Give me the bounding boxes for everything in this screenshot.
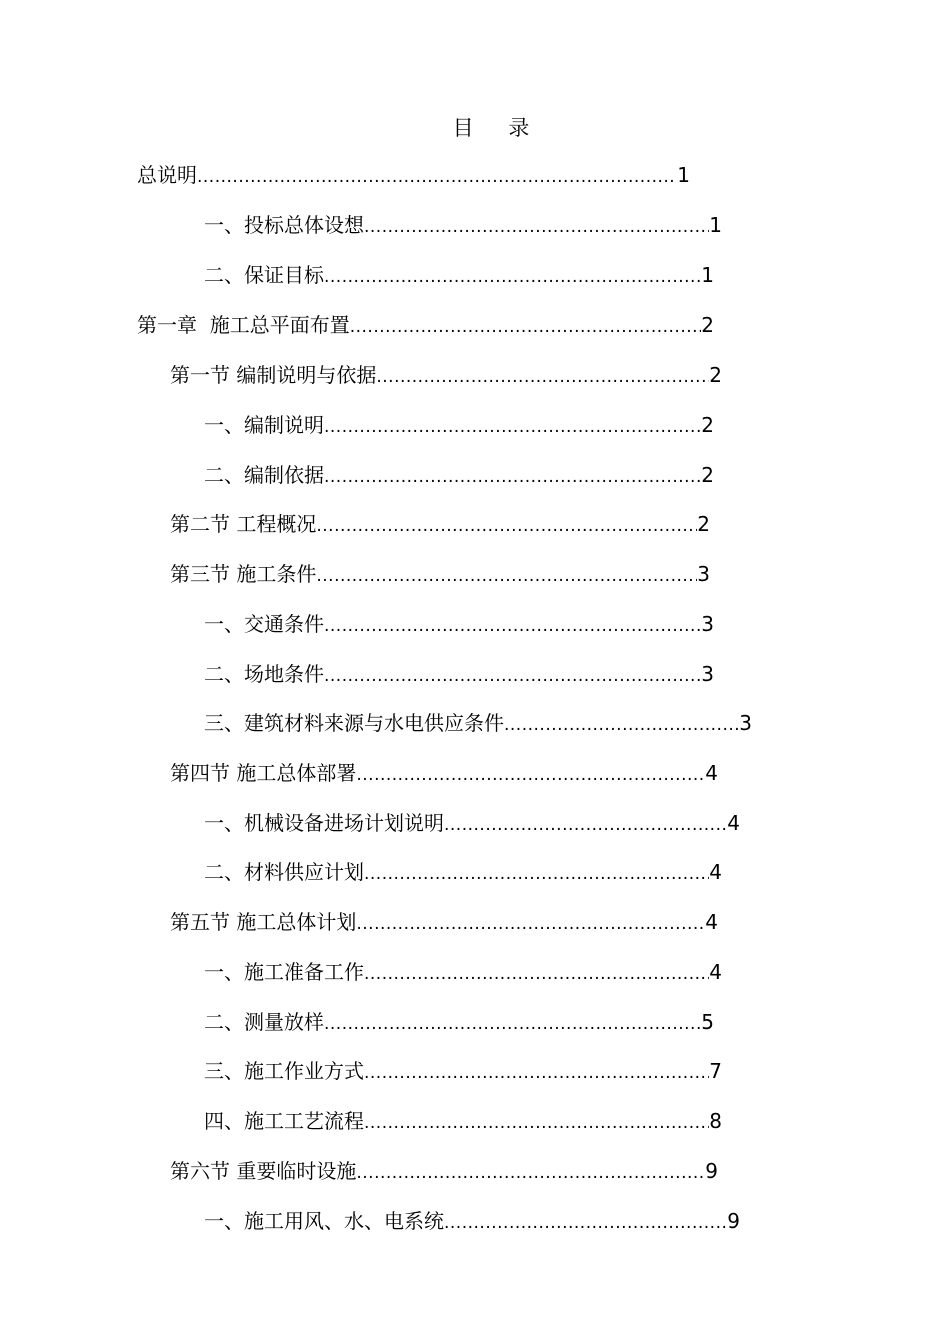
- toc-page-number: 5: [701, 1010, 714, 1034]
- toc-leader-dots: [350, 313, 702, 341]
- toc-leader-dots: [504, 711, 739, 739]
- toc-entry-text: 第四节 施工总体部署: [170, 761, 357, 785]
- toc-entry-text: 第三节 施工条件: [170, 562, 317, 586]
- toc-leader-dots: [444, 1209, 727, 1237]
- toc-entry-process-flow[interactable]: [204, 1107, 722, 1135]
- toc-entry-compilation-basis[interactable]: [204, 461, 714, 489]
- toc-entry-survey-layout[interactable]: [204, 1008, 714, 1036]
- toc-entry-compilation-notes[interactable]: [204, 411, 714, 439]
- toc-leader-dots: [197, 163, 677, 191]
- toc-page-number: 1: [701, 263, 714, 287]
- toc-entry-site-conditions[interactable]: [204, 660, 714, 688]
- toc-entry-section-6[interactable]: [170, 1157, 718, 1185]
- page-title: 目 录: [452, 116, 544, 140]
- toc-page-number: 3: [739, 711, 752, 735]
- toc-entry-text: 二、编制依据: [204, 463, 324, 487]
- toc-entry-text: 二、保证目标: [204, 263, 324, 287]
- toc-leader-dots: [324, 463, 701, 491]
- toc-page-number: 9: [705, 1159, 718, 1183]
- toc-page-number: 2: [709, 363, 722, 387]
- toc-entry-materials-utilities[interactable]: [204, 709, 752, 737]
- toc-page-number: 3: [701, 612, 714, 636]
- toc-page-number: 1: [677, 163, 690, 187]
- toc-entry-text: 第一节 编制说明与依据: [170, 363, 377, 387]
- toc-entry-bid-concept[interactable]: [204, 211, 722, 239]
- toc-entry-chapter-1[interactable]: [137, 311, 714, 339]
- toc-entry-text: 第五节 施工总体计划: [170, 910, 357, 934]
- toc-leader-dots: [364, 860, 709, 888]
- toc-page-number: 4: [727, 811, 740, 835]
- toc-entry-section-2[interactable]: [170, 510, 710, 538]
- toc-entry-section-3[interactable]: [170, 560, 710, 588]
- toc-entry-text: 四、施工工艺流程: [204, 1109, 364, 1133]
- toc-page-number: 8: [709, 1109, 722, 1133]
- toc-leader-dots: [316, 562, 697, 590]
- toc-page-number: 4: [705, 910, 718, 934]
- toc-leader-dots: [324, 1010, 701, 1038]
- toc-entry-text: 第一章 施工总平面布置: [137, 313, 350, 337]
- toc-entry-text: 一、编制说明: [204, 413, 324, 437]
- toc-entry-guarantee-goals[interactable]: [204, 261, 714, 289]
- toc-entry-text: 第六节 重要临时设施: [170, 1159, 357, 1183]
- toc-entry-text: 三、施工作业方式: [204, 1059, 364, 1083]
- toc-entry-text: 三、建筑材料来源与水电供应条件: [204, 711, 504, 735]
- toc-page-number: 3: [697, 562, 710, 586]
- toc-leader-dots: [364, 960, 709, 988]
- toc-page-number: 4: [709, 860, 722, 884]
- toc-leader-dots: [356, 910, 705, 938]
- toc-leader-dots: [316, 512, 697, 540]
- toc-page-number: 3: [701, 662, 714, 686]
- toc-leader-dots: [324, 612, 701, 640]
- toc-entry-text: 二、材料供应计划: [204, 860, 364, 884]
- toc-entry-section-1[interactable]: [170, 361, 722, 389]
- toc-page-number: 4: [709, 960, 722, 984]
- toc-leader-dots: [356, 1159, 705, 1187]
- toc-page-number: 2: [697, 512, 710, 536]
- toc-entry-text: 一、施工准备工作: [204, 960, 364, 984]
- toc-entry-text: 一、投标总体设想: [204, 213, 364, 237]
- toc-page-number: 2: [701, 413, 714, 437]
- toc-leader-dots: [364, 1109, 709, 1137]
- toc-page-number: 1: [709, 213, 722, 237]
- toc-leader-dots: [356, 761, 705, 789]
- toc-page-number: 2: [701, 463, 714, 487]
- toc-page-number: 2: [701, 313, 714, 337]
- toc-entry-section-4[interactable]: [170, 759, 718, 787]
- toc-entry-text: 一、机械设备进场计划说明: [204, 811, 444, 835]
- toc-entry-equipment-plan[interactable]: [204, 809, 740, 837]
- toc-entry-section-5[interactable]: [170, 908, 718, 936]
- toc-page-number: 4: [705, 761, 718, 785]
- toc-entry-air-water-power[interactable]: [204, 1207, 740, 1235]
- toc-entry-general-notes[interactable]: [137, 161, 690, 189]
- toc-entry-text: 第二节 工程概况: [170, 512, 317, 536]
- toc-leader-dots: [364, 1059, 709, 1087]
- toc-leader-dots: [444, 811, 727, 839]
- toc-entry-text: 一、施工用风、水、电系统: [204, 1209, 444, 1233]
- toc-page-number: 7: [709, 1059, 722, 1083]
- toc-entry-text: 二、场地条件: [204, 662, 324, 686]
- toc-page-number: 9: [727, 1209, 740, 1233]
- toc-entry-text: 总说明: [137, 163, 197, 187]
- toc-entry-traffic-conditions[interactable]: [204, 610, 714, 638]
- toc-leader-dots: [364, 213, 709, 241]
- toc-entry-material-supply[interactable]: [204, 858, 722, 886]
- toc-leader-dots: [376, 363, 709, 391]
- toc-leader-dots: [324, 413, 701, 441]
- toc-entry-text: 二、测量放样: [204, 1010, 324, 1034]
- toc-entry-work-method[interactable]: [204, 1057, 722, 1085]
- toc-leader-dots: [324, 662, 701, 690]
- toc-leader-dots: [324, 263, 701, 291]
- toc-entry-preparation[interactable]: [204, 958, 722, 986]
- toc-entry-text: 一、交通条件: [204, 612, 324, 636]
